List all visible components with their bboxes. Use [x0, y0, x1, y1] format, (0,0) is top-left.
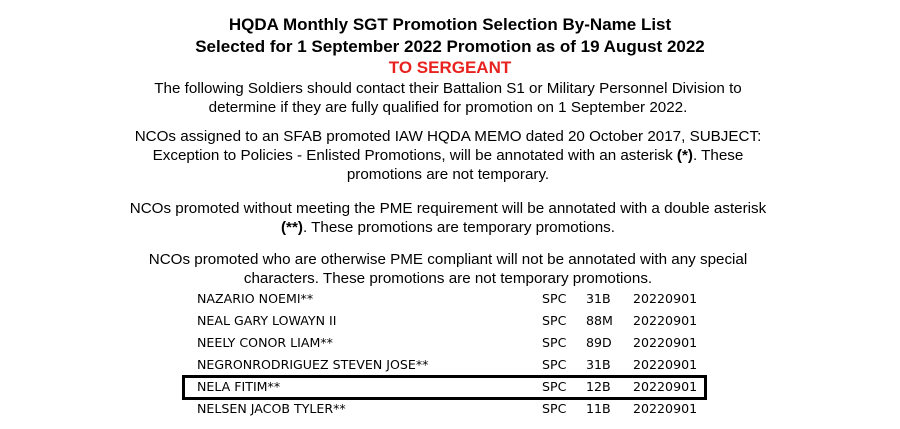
soldier-name: NEELY CONOR LIAM**: [197, 335, 333, 350]
soldier-grade: SPC: [542, 313, 567, 328]
double-asterisk-marker: (**): [281, 219, 303, 236]
soldier-mos: 31B: [586, 291, 611, 306]
sfab-line-3: promotions are not temporary.: [346, 166, 550, 183]
promotion-date: 20220901: [633, 379, 698, 394]
soldier-name: NELSEN JACOB TYLER**: [197, 401, 346, 416]
pme-compliant-line-2: characters. These promotions are not temporary promotions.: [243, 270, 653, 287]
pme-compliant-paragraph: [60, 250, 836, 288]
soldier-mos: 11B: [586, 401, 611, 416]
single-asterisk-marker: (*): [676, 147, 693, 164]
roster-row: [0, 332, 900, 354]
soldier-mos: 12B: [586, 379, 611, 394]
soldier-mos: 31B: [586, 357, 611, 372]
soldier-name: NAZARIO NOEMI**: [197, 291, 314, 306]
document-subtitle-date: Selected for 1 September 2022 Promotion as of 19 August 2022: [195, 37, 705, 56]
soldier-grade: SPC: [542, 335, 567, 350]
instruction-paragraph: [60, 79, 836, 117]
instruction-line-2: determine if they are fully qualified for promotion on 1 September 2022.: [208, 99, 688, 116]
pme-line-2: [60, 218, 836, 237]
soldier-grade: SPC: [542, 401, 567, 416]
promotion-date: 20220901: [633, 335, 698, 350]
soldier-grade: SPC: [542, 357, 567, 372]
roster-row: [0, 398, 900, 420]
promotion-date: 20220901: [633, 291, 698, 306]
promotion-date: 20220901: [633, 313, 698, 328]
sfab-line-2: [60, 146, 836, 165]
soldier-mos: 88M: [586, 313, 613, 328]
promotion-rank-heading: TO SERGEANT: [388, 58, 512, 77]
sfab-line-2-text: Exception to Policies - Enlisted Promotions, will be annotated with an asterisk: [152, 147, 677, 164]
soldier-mos: 89D: [586, 335, 612, 350]
instruction-line-1: The following Soldiers should contact their Battalion S1 or Military Personnel Division to: [154, 80, 742, 97]
highlight-box: [182, 375, 707, 400]
soldier-name: NELA FITIM**: [197, 379, 281, 394]
sfab-line-1: NCOs assigned to an SFAB promoted IAW HQDA MEMO dated 20 October 2017, SUBJECT:: [134, 128, 762, 145]
pme-compliant-line-1: NCOs promoted who are otherwise PME compliant will not be annotated with any special: [148, 251, 748, 268]
document-title: HQDA Monthly SGT Promotion Selection By-Name List: [228, 15, 672, 34]
pme-line-1: NCOs promoted without meeting the PME requirement will be annotated with a double asterisk: [129, 200, 767, 217]
roster-row: [0, 288, 900, 310]
soldier-name: NEGRONRODRIGUEZ STEVEN JOSE**: [197, 357, 429, 372]
promotion-date: 20220901: [633, 357, 698, 372]
pme-line-2-text: . These promotions are temporary promotions.: [302, 219, 615, 236]
roster-row: [0, 310, 900, 332]
roster-row: [0, 354, 900, 376]
promotion-date: 20220901: [633, 401, 698, 416]
soldier-name: NEAL GARY LOWAYN II: [197, 313, 337, 328]
soldier-grade: SPC: [542, 291, 567, 306]
pme-paragraph: [60, 199, 836, 237]
sfab-line-2-end: . These: [692, 147, 744, 164]
sfab-paragraph: [60, 127, 836, 184]
soldier-grade: SPC: [542, 379, 567, 394]
